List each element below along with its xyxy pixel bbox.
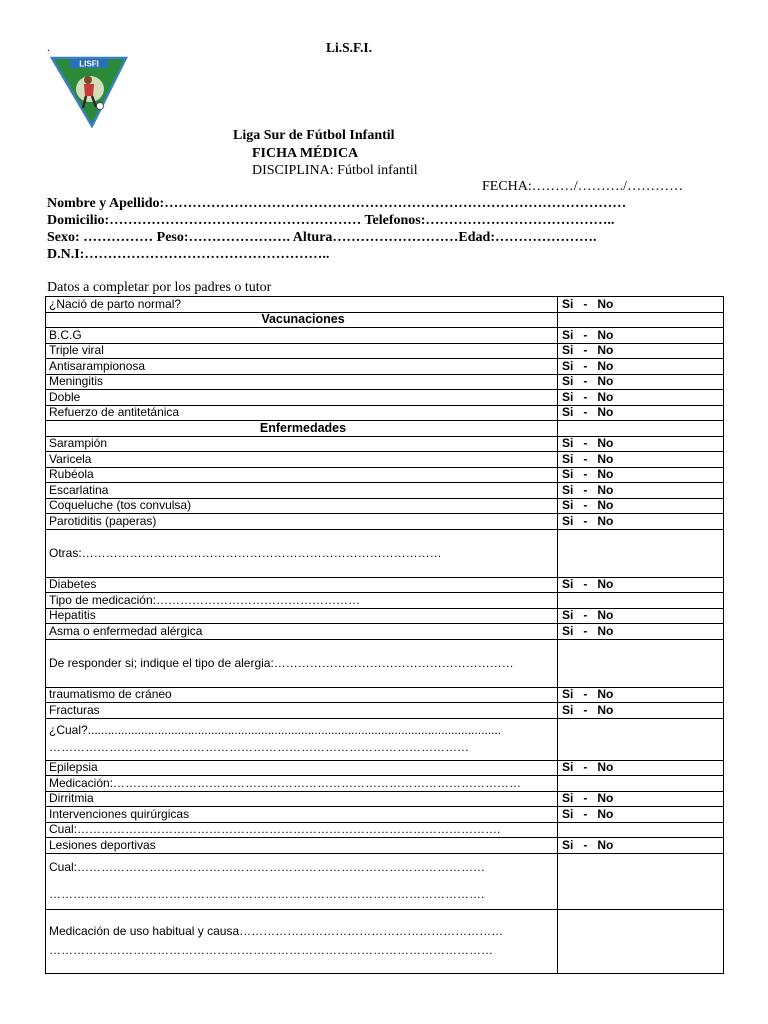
table-row	[46, 374, 724, 390]
league-name: Liga Sur de Fútbol Infantil	[233, 128, 395, 143]
question-label[interactable]: Cual:…………………………………………………………………………………………….	[46, 822, 558, 838]
table-row	[46, 297, 724, 313]
yes-no-answer[interactable]: Si - No	[558, 807, 724, 823]
answer-cell[interactable]	[558, 822, 724, 838]
question-label: ¿Cual?............................................................................................................................	[49, 723, 502, 737]
yes-no-answer[interactable]: Si - No	[558, 359, 724, 375]
question-label[interactable]: Hepatitis	[46, 608, 558, 624]
table-row	[46, 703, 724, 719]
question-label: Medicación de uso habitual y causa…………………………………………………………	[49, 924, 504, 938]
question-label[interactable]: De responder si; indique el tipo de alergia:……………………………………………………	[46, 639, 558, 687]
yes-no-answer[interactable]: Si - No	[558, 791, 724, 807]
yes-no-answer[interactable]: Si - No	[558, 343, 724, 359]
answer-cell	[558, 421, 724, 437]
answer-line[interactable]: ……………………………………………………………………………………………	[49, 740, 469, 754]
yes-no-answer[interactable]: Si - No	[558, 703, 724, 719]
answer-cell[interactable]	[558, 853, 724, 909]
answer-line[interactable]: ……………………………………………………………………………………………….	[49, 887, 485, 901]
date-field[interactable]: FECHA:………/………./…………	[482, 179, 684, 194]
question-label[interactable]: Triple viral	[46, 343, 558, 359]
question-label[interactable]: Varicela	[46, 452, 558, 468]
question-label[interactable]: Coqueluche (tos convulsa)	[46, 498, 558, 514]
question-label[interactable]: ¿Nació de parto normal?	[46, 297, 558, 313]
section-header: Vacunaciones	[46, 312, 558, 328]
question-label[interactable]: Intervenciones quirúrgicas	[46, 807, 558, 823]
yes-no-answer[interactable]: Si - No	[558, 498, 724, 514]
yes-no-answer[interactable]: Si - No	[558, 390, 724, 406]
medical-form-table	[45, 296, 724, 974]
sex-weight-height-age-field[interactable]: Sexo: …………… Peso:…………………. Altura………………………Edad:………………….	[47, 230, 597, 245]
table-row	[46, 639, 724, 687]
dni-field[interactable]: D.N.I:……………………………………………..	[47, 247, 330, 262]
table-row	[46, 593, 724, 609]
table-row	[46, 718, 724, 760]
table-row	[46, 483, 724, 499]
yes-no-answer[interactable]: Si - No	[558, 405, 724, 421]
logo-text: LISFI	[79, 59, 99, 69]
table-row	[46, 359, 724, 375]
question-label[interactable]: Antisarampionosa	[46, 359, 558, 375]
yes-no-answer[interactable]: Si - No	[558, 436, 724, 452]
table-row	[46, 687, 724, 703]
table-row	[46, 405, 724, 421]
question-label[interactable]: Refuerzo de antitetánica	[46, 405, 558, 421]
answer-cell[interactable]	[558, 529, 724, 577]
question-label[interactable]: Medicación:…………………………………………………………………………………………	[46, 776, 558, 792]
form-title: FICHA MÉDICA	[252, 146, 359, 161]
section-intro: Datos a completar por los padres o tutor	[47, 280, 272, 295]
question-label[interactable]: Tipo de medicación:……………………………………………	[46, 593, 558, 609]
question-label: Cual:…………………………………………………………………………………………	[49, 860, 486, 874]
question-label[interactable]: Diabetes	[46, 577, 558, 593]
table-row	[46, 760, 724, 776]
yes-no-answer[interactable]: Si - No	[558, 297, 724, 313]
question-label[interactable]: Asma o enfermedad alérgica	[46, 624, 558, 640]
yes-no-answer[interactable]: Si - No	[558, 452, 724, 468]
answer-line[interactable]: …………………………………………………………………………………………………	[49, 943, 493, 957]
answer-cell[interactable]	[558, 718, 724, 760]
question-label[interactable]: Otras:………………………………………………………………………………	[46, 529, 558, 577]
table-row	[46, 436, 724, 452]
yes-no-answer[interactable]: Si - No	[558, 328, 724, 344]
question-label[interactable]: Epilepsia	[46, 760, 558, 776]
table-row	[46, 791, 724, 807]
question-label[interactable]: Rubéola	[46, 467, 558, 483]
table-row	[46, 822, 724, 838]
yes-no-answer[interactable]: Si - No	[558, 624, 724, 640]
question-label[interactable]: Sarampión	[46, 436, 558, 452]
answer-cell[interactable]	[558, 776, 724, 792]
yes-no-answer[interactable]: Si - No	[558, 577, 724, 593]
section-header: Enfermedades	[46, 421, 558, 437]
answer-cell	[558, 312, 724, 328]
question-label[interactable]: Doble	[46, 390, 558, 406]
table-row	[46, 776, 724, 792]
yes-no-answer[interactable]: Si - No	[558, 608, 724, 624]
table-row	[46, 498, 724, 514]
question-cell[interactable]	[46, 909, 558, 973]
yes-no-answer[interactable]: Si - No	[558, 374, 724, 390]
table-row	[46, 452, 724, 468]
leading-dot: .	[47, 40, 50, 54]
table-row	[46, 853, 724, 909]
question-label[interactable]: Fracturas	[46, 703, 558, 719]
table-row	[46, 577, 724, 593]
table-row	[46, 390, 724, 406]
table-row	[46, 807, 724, 823]
question-label[interactable]: Dirritmia	[46, 791, 558, 807]
question-label[interactable]: Lesiones deportivas	[46, 838, 558, 854]
yes-no-answer[interactable]: Si - No	[558, 760, 724, 776]
question-label[interactable]: traumatismo de cráneo	[46, 687, 558, 703]
org-title: Li.S.F.I.	[325, 40, 373, 55]
name-field[interactable]: Nombre y Apellido:………………………………………………………………………………………	[47, 196, 627, 211]
section-header-row	[46, 312, 724, 328]
section-header-row	[46, 421, 724, 437]
answer-cell[interactable]	[558, 593, 724, 609]
table-row	[46, 328, 724, 344]
question-label[interactable]: Meningitis	[46, 374, 558, 390]
question-label[interactable]: B.C.G	[46, 328, 558, 344]
table-row	[46, 529, 724, 577]
yes-no-answer[interactable]: Si - No	[558, 514, 724, 530]
table-row	[46, 624, 724, 640]
table-row	[46, 608, 724, 624]
question-cell[interactable]	[46, 718, 558, 760]
question-label[interactable]: Escarlatina	[46, 483, 558, 499]
question-cell[interactable]	[46, 853, 558, 909]
table-row	[46, 514, 724, 530]
table-row	[46, 909, 724, 973]
answer-cell[interactable]	[558, 639, 724, 687]
answer-cell[interactable]	[558, 909, 724, 973]
address-phone-field[interactable]: Domicilio:……………………………………………… Telefonos:…………………………………..	[47, 213, 615, 228]
question-label[interactable]: Parotiditis (paperas)	[46, 514, 558, 530]
discipline-line: DISCIPLINA: Fútbol infantil	[252, 163, 418, 178]
table-row	[46, 343, 724, 359]
yes-no-answer[interactable]: Si - No	[558, 687, 724, 703]
yes-no-answer[interactable]: Si - No	[558, 467, 724, 483]
yes-no-answer[interactable]: Si - No	[558, 838, 724, 854]
table-row	[46, 467, 724, 483]
yes-no-answer[interactable]: Si - No	[558, 483, 724, 499]
lisfi-logo	[50, 56, 128, 128]
table-row	[46, 838, 724, 854]
